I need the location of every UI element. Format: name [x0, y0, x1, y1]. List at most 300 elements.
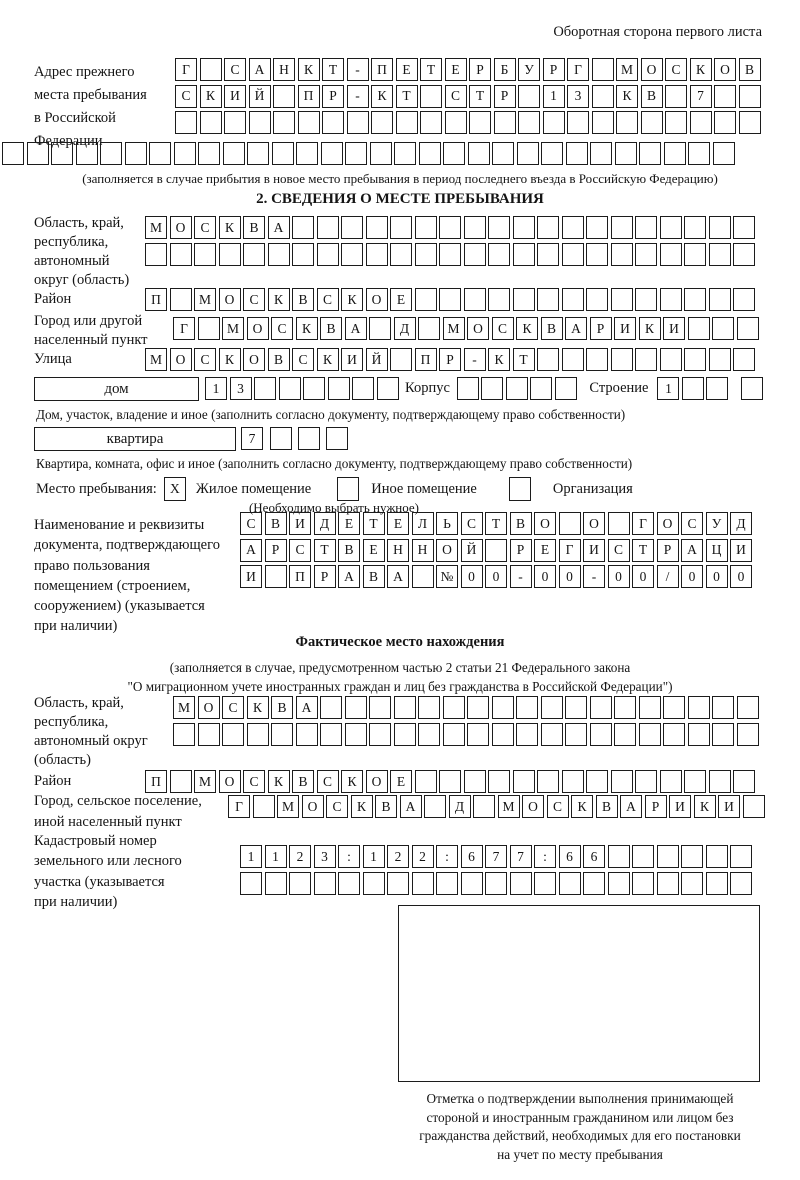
char-cell[interactable] [586, 216, 608, 239]
char-cell[interactable]: Р [590, 317, 612, 340]
char-cell[interactable] [174, 142, 196, 165]
char-cell[interactable]: И [614, 317, 636, 340]
char-cell[interactable]: В [271, 696, 293, 719]
char-cell[interactable]: / [657, 565, 679, 588]
char-cell[interactable] [513, 216, 535, 239]
char-cell[interactable]: : [436, 845, 458, 868]
char-cell[interactable]: С [608, 539, 630, 562]
char-cell[interactable]: Т [396, 85, 418, 108]
char-cell[interactable] [611, 216, 633, 239]
char-cell[interactable] [253, 795, 275, 818]
char-cell[interactable]: - [464, 348, 486, 371]
char-cell[interactable]: Ь [436, 512, 458, 535]
char-cell[interactable] [418, 723, 440, 746]
char-cell[interactable]: С [461, 512, 483, 535]
char-cell[interactable]: С [222, 696, 244, 719]
char-cell[interactable] [709, 243, 731, 266]
char-cell[interactable] [394, 723, 416, 746]
char-cell[interactable] [317, 243, 339, 266]
char-cell[interactable]: Е [396, 58, 418, 81]
char-cell[interactable] [733, 770, 755, 793]
char-cell[interactable]: Г [173, 317, 195, 340]
char-cell[interactable] [273, 85, 295, 108]
char-cell[interactable]: Л [412, 512, 434, 535]
char-cell[interactable] [328, 377, 350, 400]
char-cell[interactable]: И [669, 795, 691, 818]
char-cell[interactable] [611, 770, 633, 793]
char-cell[interactable] [345, 723, 367, 746]
char-cell[interactable] [317, 216, 339, 239]
char-cell[interactable] [611, 348, 633, 371]
char-cell[interactable]: О [219, 770, 241, 793]
char-cell[interactable] [464, 243, 486, 266]
char-cell[interactable] [314, 872, 336, 895]
char-cell[interactable] [709, 288, 731, 311]
char-cell[interactable] [2, 142, 24, 165]
char-cell[interactable]: В [375, 795, 397, 818]
char-cell[interactable]: М [173, 696, 195, 719]
char-cell[interactable]: 0 [559, 565, 581, 588]
char-cell[interactable] [461, 872, 483, 895]
char-cell[interactable]: К [268, 770, 290, 793]
char-cell[interactable] [733, 288, 755, 311]
char-cell[interactable]: 3 [230, 377, 252, 400]
char-cell[interactable] [733, 348, 755, 371]
char-cell[interactable] [469, 111, 491, 134]
char-cell[interactable] [125, 142, 147, 165]
char-cell[interactable]: - [347, 58, 369, 81]
char-cell[interactable] [743, 795, 765, 818]
char-cell[interactable]: Т [513, 348, 535, 371]
char-cell[interactable]: 3 [567, 85, 589, 108]
char-cell[interactable] [363, 872, 385, 895]
char-cell[interactable]: К [690, 58, 712, 81]
char-cell[interactable] [27, 142, 49, 165]
char-cell[interactable]: Н [387, 539, 409, 562]
char-cell[interactable] [665, 85, 687, 108]
char-cell[interactable] [271, 723, 293, 746]
char-cell[interactable] [739, 85, 761, 108]
char-cell[interactable]: 0 [534, 565, 556, 588]
char-cell[interactable]: А [296, 696, 318, 719]
char-cell[interactable] [590, 142, 612, 165]
char-cell[interactable]: Т [363, 512, 385, 535]
char-cell[interactable]: 2 [412, 845, 434, 868]
char-cell[interactable] [396, 111, 418, 134]
char-cell[interactable] [660, 348, 682, 371]
char-cell[interactable]: Р [439, 348, 461, 371]
char-cell[interactable] [537, 348, 559, 371]
char-cell[interactable]: Г [567, 58, 589, 81]
char-cell[interactable]: И [583, 539, 605, 562]
char-cell[interactable] [530, 377, 552, 400]
char-cell[interactable] [518, 111, 540, 134]
char-cell[interactable]: М [145, 348, 167, 371]
char-cell[interactable]: О [522, 795, 544, 818]
char-cell[interactable] [439, 770, 461, 793]
char-cell[interactable]: 0 [632, 565, 654, 588]
char-cell[interactable] [345, 142, 367, 165]
char-cell[interactable] [541, 142, 563, 165]
char-cell[interactable] [369, 696, 391, 719]
char-cell[interactable] [265, 872, 287, 895]
char-cell[interactable]: 6 [461, 845, 483, 868]
char-cell[interactable] [592, 85, 614, 108]
char-cell[interactable]: Е [338, 512, 360, 535]
char-cell[interactable]: В [739, 58, 761, 81]
char-cell[interactable]: Н [412, 539, 434, 562]
char-cell[interactable]: М [194, 288, 216, 311]
char-cell[interactable]: К [639, 317, 661, 340]
char-cell[interactable]: С [681, 512, 703, 535]
char-cell[interactable] [684, 216, 706, 239]
char-cell[interactable] [682, 377, 704, 400]
char-cell[interactable] [559, 872, 581, 895]
char-cell[interactable] [485, 872, 507, 895]
char-cell[interactable] [170, 288, 192, 311]
char-cell[interactable] [635, 770, 657, 793]
char-cell[interactable]: К [516, 317, 538, 340]
char-cell[interactable]: В [268, 348, 290, 371]
char-cell[interactable]: О [657, 512, 679, 535]
char-cell[interactable]: С [445, 85, 467, 108]
char-cell[interactable] [741, 377, 763, 400]
char-cell[interactable]: М [194, 770, 216, 793]
char-cell[interactable]: С [547, 795, 569, 818]
char-cell[interactable]: Т [469, 85, 491, 108]
char-cell[interactable]: 7 [241, 427, 263, 450]
char-cell[interactable] [730, 845, 752, 868]
char-cell[interactable] [322, 111, 344, 134]
char-cell[interactable]: С [194, 348, 216, 371]
char-cell[interactable] [467, 723, 489, 746]
char-cell[interactable]: И [341, 348, 363, 371]
char-cell[interactable] [664, 142, 686, 165]
char-cell[interactable] [733, 243, 755, 266]
char-cell[interactable] [412, 872, 434, 895]
char-cell[interactable] [586, 288, 608, 311]
char-cell[interactable] [273, 111, 295, 134]
char-cell[interactable]: Е [363, 539, 385, 562]
char-cell[interactable]: 0 [461, 565, 483, 588]
char-cell[interactable] [222, 723, 244, 746]
char-cell[interactable] [706, 872, 728, 895]
char-cell[interactable] [371, 111, 393, 134]
char-cell[interactable] [537, 216, 559, 239]
char-cell[interactable] [608, 512, 630, 535]
char-cell[interactable] [394, 142, 416, 165]
char-cell[interactable]: И [240, 565, 262, 588]
char-cell[interactable]: С [317, 288, 339, 311]
char-cell[interactable] [243, 243, 265, 266]
char-cell[interactable] [565, 696, 587, 719]
char-cell[interactable]: Р [510, 539, 532, 562]
char-cell[interactable] [390, 348, 412, 371]
char-cell[interactable]: Г [228, 795, 250, 818]
char-cell[interactable] [684, 770, 706, 793]
char-cell[interactable] [279, 377, 301, 400]
char-cell[interactable] [443, 696, 465, 719]
char-cell[interactable]: 1 [543, 85, 565, 108]
char-cell[interactable]: 7 [485, 845, 507, 868]
char-cell[interactable]: В [243, 216, 265, 239]
char-cell[interactable]: К [571, 795, 593, 818]
char-cell[interactable] [298, 427, 320, 450]
char-cell[interactable]: 1 [265, 845, 287, 868]
char-cell[interactable]: С [224, 58, 246, 81]
char-cell[interactable] [468, 142, 490, 165]
char-cell[interactable]: Р [494, 85, 516, 108]
char-cell[interactable]: Т [632, 539, 654, 562]
char-cell[interactable]: Й [249, 85, 271, 108]
char-cell[interactable]: К [219, 348, 241, 371]
char-cell[interactable]: В [292, 288, 314, 311]
char-cell[interactable]: П [298, 85, 320, 108]
char-cell[interactable] [439, 288, 461, 311]
char-cell[interactable] [555, 377, 577, 400]
char-cell[interactable] [635, 216, 657, 239]
char-cell[interactable] [562, 243, 584, 266]
char-cell[interactable] [369, 317, 391, 340]
char-cell[interactable] [412, 565, 434, 588]
char-cell[interactable]: 6 [583, 845, 605, 868]
char-cell[interactable] [488, 243, 510, 266]
char-cell[interactable] [632, 872, 654, 895]
char-cell[interactable] [445, 111, 467, 134]
char-cell[interactable] [608, 872, 630, 895]
char-cell[interactable] [611, 243, 633, 266]
char-cell[interactable]: М [498, 795, 520, 818]
char-cell[interactable]: К [351, 795, 373, 818]
char-cell[interactable] [660, 288, 682, 311]
char-cell[interactable] [223, 142, 245, 165]
char-cell[interactable] [272, 142, 294, 165]
char-cell[interactable] [457, 377, 479, 400]
char-cell[interactable] [518, 85, 540, 108]
char-cell[interactable] [537, 288, 559, 311]
char-cell[interactable]: К [296, 317, 318, 340]
char-cell[interactable]: И [289, 512, 311, 535]
char-cell[interactable] [488, 216, 510, 239]
char-cell[interactable]: Р [645, 795, 667, 818]
char-cell[interactable]: Р [657, 539, 679, 562]
char-cell[interactable] [614, 723, 636, 746]
char-cell[interactable] [194, 243, 216, 266]
char-cell[interactable] [369, 723, 391, 746]
char-cell[interactable]: У [706, 512, 728, 535]
char-cell[interactable] [632, 845, 654, 868]
char-cell[interactable]: О [243, 348, 265, 371]
char-cell[interactable] [639, 696, 661, 719]
char-cell[interactable]: К [371, 85, 393, 108]
char-cell[interactable] [200, 58, 222, 81]
char-cell[interactable]: И [224, 85, 246, 108]
char-cell[interactable] [615, 142, 637, 165]
char-cell[interactable] [586, 348, 608, 371]
char-cell[interactable] [418, 317, 440, 340]
char-cell[interactable] [562, 216, 584, 239]
char-cell[interactable]: П [371, 58, 393, 81]
checkbox-other-premises[interactable] [337, 477, 359, 501]
char-cell[interactable] [303, 377, 325, 400]
char-cell[interactable] [100, 142, 122, 165]
char-cell[interactable] [415, 770, 437, 793]
char-cell[interactable] [516, 696, 538, 719]
char-cell[interactable] [419, 142, 441, 165]
char-cell[interactable] [366, 243, 388, 266]
char-cell[interactable] [712, 723, 734, 746]
char-cell[interactable]: 3 [314, 845, 336, 868]
char-cell[interactable] [240, 872, 262, 895]
char-cell[interactable] [198, 317, 220, 340]
char-cell[interactable]: К [268, 288, 290, 311]
char-cell[interactable] [562, 288, 584, 311]
checkbox-residential[interactable]: X [164, 477, 186, 501]
char-cell[interactable] [341, 216, 363, 239]
char-cell[interactable] [198, 142, 220, 165]
char-cell[interactable]: Е [534, 539, 556, 562]
char-cell[interactable]: В [265, 512, 287, 535]
char-cell[interactable]: С [271, 317, 293, 340]
char-cell[interactable]: В [541, 317, 563, 340]
char-cell[interactable] [690, 111, 712, 134]
char-cell[interactable]: А [268, 216, 290, 239]
char-cell[interactable]: Р [322, 85, 344, 108]
char-cell[interactable] [467, 696, 489, 719]
char-cell[interactable]: 1 [240, 845, 262, 868]
char-cell[interactable] [296, 142, 318, 165]
char-cell[interactable] [660, 243, 682, 266]
char-cell[interactable] [338, 872, 360, 895]
char-cell[interactable]: 0 [681, 565, 703, 588]
char-cell[interactable] [247, 723, 269, 746]
char-cell[interactable]: Й [461, 539, 483, 562]
char-cell[interactable]: 1 [363, 845, 385, 868]
char-cell[interactable] [737, 723, 759, 746]
char-cell[interactable]: С [240, 512, 262, 535]
char-cell[interactable]: С [292, 348, 314, 371]
char-cell[interactable] [492, 696, 514, 719]
char-cell[interactable] [639, 142, 661, 165]
char-cell[interactable]: О [534, 512, 556, 535]
char-cell[interactable]: Р [469, 58, 491, 81]
char-cell[interactable]: Е [390, 770, 412, 793]
char-cell[interactable] [543, 111, 565, 134]
char-cell[interactable] [464, 288, 486, 311]
char-cell[interactable]: 1 [205, 377, 227, 400]
char-cell[interactable] [200, 111, 222, 134]
char-cell[interactable] [492, 142, 514, 165]
char-cell[interactable] [516, 723, 538, 746]
char-cell[interactable]: Р [543, 58, 565, 81]
char-cell[interactable]: О [170, 216, 192, 239]
char-cell[interactable] [494, 111, 516, 134]
char-cell[interactable] [464, 216, 486, 239]
char-cell[interactable] [292, 243, 314, 266]
char-cell[interactable]: А [681, 539, 703, 562]
char-cell[interactable] [320, 696, 342, 719]
char-cell[interactable] [592, 111, 614, 134]
char-cell[interactable]: А [620, 795, 642, 818]
char-cell[interactable] [713, 142, 735, 165]
char-cell[interactable] [170, 243, 192, 266]
char-cell[interactable] [424, 795, 446, 818]
char-cell[interactable]: О [219, 288, 241, 311]
char-cell[interactable] [608, 845, 630, 868]
char-cell[interactable]: 0 [730, 565, 752, 588]
char-cell[interactable] [436, 872, 458, 895]
char-cell[interactable]: С [243, 770, 265, 793]
checkbox-organization[interactable] [509, 477, 531, 501]
char-cell[interactable] [170, 770, 192, 793]
char-cell[interactable] [249, 111, 271, 134]
char-cell[interactable]: К [200, 85, 222, 108]
char-cell[interactable]: И [718, 795, 740, 818]
char-cell[interactable]: Д [730, 512, 752, 535]
char-cell[interactable] [592, 58, 614, 81]
char-cell[interactable] [510, 872, 532, 895]
char-cell[interactable] [586, 243, 608, 266]
char-cell[interactable] [289, 872, 311, 895]
char-cell[interactable] [733, 216, 755, 239]
char-cell[interactable] [420, 111, 442, 134]
char-cell[interactable]: Е [390, 288, 412, 311]
char-cell[interactable] [590, 723, 612, 746]
char-cell[interactable]: П [289, 565, 311, 588]
char-cell[interactable] [390, 216, 412, 239]
char-cell[interactable] [565, 723, 587, 746]
char-cell[interactable]: В [641, 85, 663, 108]
char-cell[interactable]: О [170, 348, 192, 371]
char-cell[interactable]: О [247, 317, 269, 340]
char-cell[interactable] [681, 872, 703, 895]
char-cell[interactable] [173, 723, 195, 746]
char-cell[interactable] [321, 142, 343, 165]
char-cell[interactable]: В [338, 539, 360, 562]
char-cell[interactable] [635, 288, 657, 311]
char-cell[interactable]: К [317, 348, 339, 371]
char-cell[interactable]: № [436, 565, 458, 588]
char-cell[interactable] [641, 111, 663, 134]
char-cell[interactable] [706, 377, 728, 400]
char-cell[interactable]: А [400, 795, 422, 818]
char-cell[interactable] [320, 723, 342, 746]
char-cell[interactable] [635, 243, 657, 266]
char-cell[interactable] [443, 723, 465, 746]
char-cell[interactable] [224, 111, 246, 134]
char-cell[interactable] [175, 111, 197, 134]
char-cell[interactable] [464, 770, 486, 793]
char-cell[interactable]: А [565, 317, 587, 340]
char-cell[interactable]: М [145, 216, 167, 239]
char-cell[interactable]: О [583, 512, 605, 535]
char-cell[interactable] [341, 243, 363, 266]
char-cell[interactable]: В [510, 512, 532, 535]
char-cell[interactable] [537, 243, 559, 266]
char-cell[interactable] [614, 696, 636, 719]
char-cell[interactable] [265, 565, 287, 588]
char-cell[interactable]: Г [632, 512, 654, 535]
char-cell[interactable] [390, 243, 412, 266]
char-cell[interactable] [616, 111, 638, 134]
char-cell[interactable] [611, 288, 633, 311]
char-cell[interactable]: В [596, 795, 618, 818]
char-cell[interactable]: 0 [485, 565, 507, 588]
char-cell[interactable] [712, 317, 734, 340]
char-cell[interactable]: К [616, 85, 638, 108]
char-cell[interactable] [352, 377, 374, 400]
char-cell[interactable]: Д [449, 795, 471, 818]
